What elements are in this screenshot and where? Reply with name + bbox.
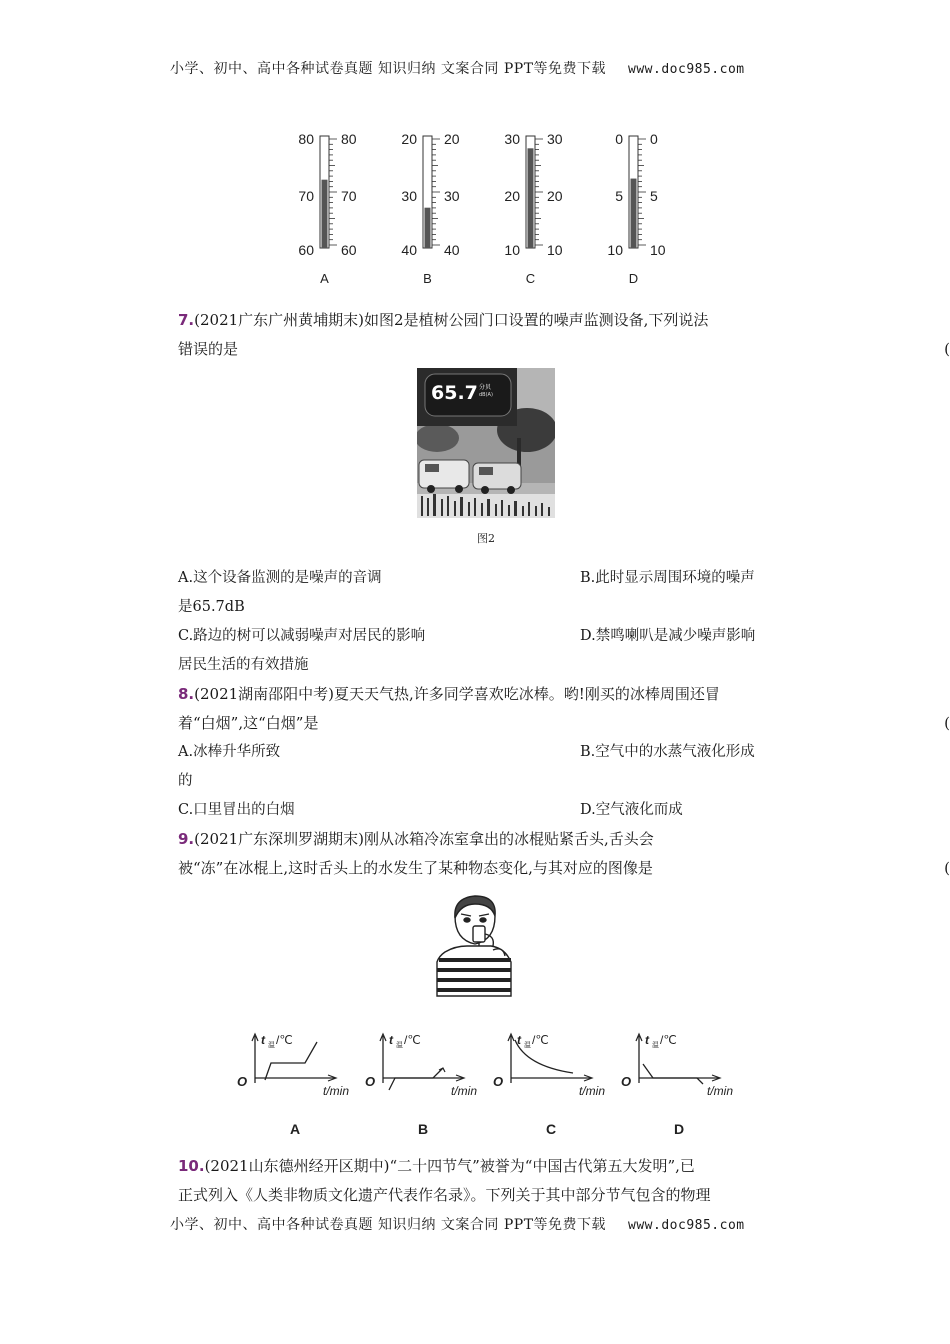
x-axis-label: t/min — [451, 1084, 478, 1098]
q8-option-b[interactable]: B.空气中的水蒸气液化形成 — [580, 744, 755, 760]
scale-label-right: 20 — [547, 188, 563, 204]
question-text: (2021广东深圳罗湖期末)刚从冰箱冷冻室拿出的冰棍贴紧舌头,舌头会 — [194, 830, 654, 848]
temperature-curve — [389, 1068, 443, 1090]
scale-label-left: 60 — [298, 242, 314, 258]
footer-text: 小学、初中、高中各种试卷真题 知识归纳 文案合同 PPT等免费下载 — [170, 1217, 607, 1233]
origin-label: O — [237, 1074, 248, 1089]
mercury-column — [322, 180, 328, 248]
footer-url: www.doc985.com — [628, 1218, 745, 1233]
question-text: (2021山东德州经开区期中)“二十四节气”被誉为“中国古代第五大发明”,已 — [204, 1157, 695, 1175]
scale-label-right: 30 — [547, 131, 563, 147]
noise-reading: 65.7 — [431, 382, 478, 404]
y-axis-label: t — [645, 1033, 649, 1047]
scale-label-left: 0 — [615, 131, 623, 147]
y-axis-subscript: 温 — [524, 1042, 531, 1049]
graph-label: D — [673, 1121, 685, 1137]
answer-paren: ( — [944, 859, 950, 877]
question-text: 正式列入《人类非物质文化遗产代表作名录》。下列关于其中部分节气包含的物理 — [178, 1186, 711, 1204]
q8-option-d[interactable]: D.空气液化而成 — [580, 802, 683, 818]
thermometer-label: B — [423, 271, 432, 286]
x-axis-label: t/min — [707, 1084, 734, 1098]
question-number: 10. — [178, 1157, 205, 1175]
thermometer-d — [607, 131, 665, 286]
header-url: www.doc985.com — [628, 62, 745, 77]
x-axis-label: t/min — [323, 1084, 350, 1098]
scale-label-right: 10 — [650, 242, 666, 258]
y-axis-subscript: 温 — [396, 1042, 403, 1049]
question-number: 9. — [178, 830, 195, 848]
thermometer-svg — [285, 128, 685, 290]
page-header — [170, 58, 745, 78]
q7-option-d-cont: 居民生活的有效措施 — [178, 657, 309, 673]
q7-option-b-cont: 是65.7dB — [178, 599, 245, 615]
figure-caption: 图2 — [477, 532, 495, 545]
boy-popsicle-illustration — [425, 890, 525, 998]
question-text: 被“冻”在冰棍上,这时舌头上的水发生了某种物态变化,与其对应的图像是 — [178, 859, 653, 877]
scale-label-left: 5 — [615, 188, 623, 204]
y-axis-subscript: 温 — [268, 1042, 275, 1049]
question-number: 7. — [178, 311, 195, 329]
thermometer-figure — [285, 128, 685, 290]
q8-option-b-cont: 的 — [178, 773, 193, 789]
question-text: (2021湖南邵阳中考)夏天天气热,许多同学喜欢吃冰棒。哟!刚买的冰棒周围还冒 — [194, 685, 720, 703]
scale-label-right: 80 — [341, 131, 357, 147]
scale-label-left: 30 — [504, 131, 520, 147]
question-text: (2021广东广州黄埔期末)如图2是植树公园门口设置的噪声监测设备,下列说法 — [194, 311, 709, 329]
graph-c — [493, 1033, 605, 1137]
scale-label-left: 10 — [504, 242, 520, 258]
question-8 — [178, 680, 950, 738]
answer-paren: ( — [944, 714, 950, 732]
thermometer-label: A — [320, 271, 329, 286]
q7-option-d[interactable]: D.禁鸣喇叭是减少噪声影响 — [580, 628, 756, 644]
graph-label: B — [417, 1121, 429, 1137]
y-axis-unit: /℃ — [404, 1033, 421, 1047]
scale-label-left: 70 — [298, 188, 314, 204]
graph-label: A — [289, 1121, 301, 1137]
scale-label-right: 0 — [650, 131, 658, 147]
scale-label-left: 30 — [401, 188, 417, 204]
q7-option-a[interactable]: A.这个设备监测的是噪声的音调 — [178, 570, 382, 586]
thermometer-label: C — [525, 271, 536, 286]
thermometer-label: D — [628, 271, 639, 286]
thermometer-b — [401, 131, 459, 286]
scale-label-left: 20 — [504, 188, 520, 204]
scale-label-right: 70 — [341, 188, 357, 204]
boy-drawing — [425, 890, 525, 998]
scale-label-right: 40 — [444, 242, 460, 258]
x-axis-label: t/min — [579, 1084, 606, 1098]
q8-option-c[interactable]: C.口里冒出的白烟 — [178, 802, 295, 818]
graph-a — [237, 1033, 349, 1137]
mercury-column — [631, 179, 637, 248]
scale-label-right: 30 — [444, 188, 460, 204]
scale-label-right: 10 — [547, 242, 563, 258]
noise-unit-top: 分贝 — [479, 384, 492, 391]
temperature-curve — [643, 1064, 703, 1084]
graphs-svg — [235, 1028, 755, 1143]
y-axis-label: t — [389, 1033, 393, 1047]
thermometer-a — [298, 131, 356, 286]
thermometer-c — [504, 131, 562, 286]
question-7 — [178, 306, 950, 364]
scale-label-left: 20 — [401, 131, 417, 147]
scale-label-left: 40 — [401, 242, 417, 258]
question-text: 错误的是 — [178, 340, 239, 358]
y-axis-unit: /℃ — [660, 1033, 677, 1047]
origin-label: O — [365, 1074, 376, 1089]
question-number: 8. — [178, 685, 195, 703]
q7-option-c[interactable]: C.路边的树可以减弱噪声对居民的影响 — [178, 628, 426, 644]
origin-label: O — [493, 1074, 504, 1089]
q8-option-a[interactable]: A.冰棒升华所致 — [178, 744, 281, 760]
noise-unit-bottom: dB(A) — [479, 392, 493, 398]
scale-label-right: 60 — [341, 242, 357, 258]
question-text: 着“白烟”,这“白烟”是 — [178, 714, 319, 732]
q7-option-b[interactable]: B.此时显示周围环境的噪声 — [580, 570, 755, 586]
header-text: 小学、初中、高中各种试卷真题 知识归纳 文案合同 PPT等免费下载 — [170, 61, 607, 77]
question-9 — [178, 825, 950, 883]
scale-label-left: 10 — [607, 242, 623, 258]
mercury-column — [425, 208, 431, 248]
scale-label-right: 5 — [650, 188, 658, 204]
y-axis-label: t — [517, 1033, 521, 1047]
y-axis-subscript: 温 — [652, 1042, 659, 1049]
mercury-column — [528, 148, 534, 248]
y-axis-label: t — [261, 1033, 265, 1047]
y-axis-unit: /℃ — [532, 1033, 549, 1047]
scale-label-left: 80 — [298, 131, 314, 147]
origin-label: O — [621, 1074, 632, 1089]
graph-b — [365, 1033, 477, 1137]
graph-label: C — [545, 1121, 557, 1137]
page-footer — [170, 1214, 745, 1234]
question-10 — [178, 1152, 950, 1210]
noise-monitor-photo — [417, 368, 555, 518]
answer-paren: ( — [944, 340, 950, 358]
y-axis-unit: /℃ — [276, 1033, 293, 1047]
graph-d — [621, 1033, 733, 1137]
temperature-graphs — [235, 1028, 755, 1143]
scale-label-right: 20 — [444, 131, 460, 147]
